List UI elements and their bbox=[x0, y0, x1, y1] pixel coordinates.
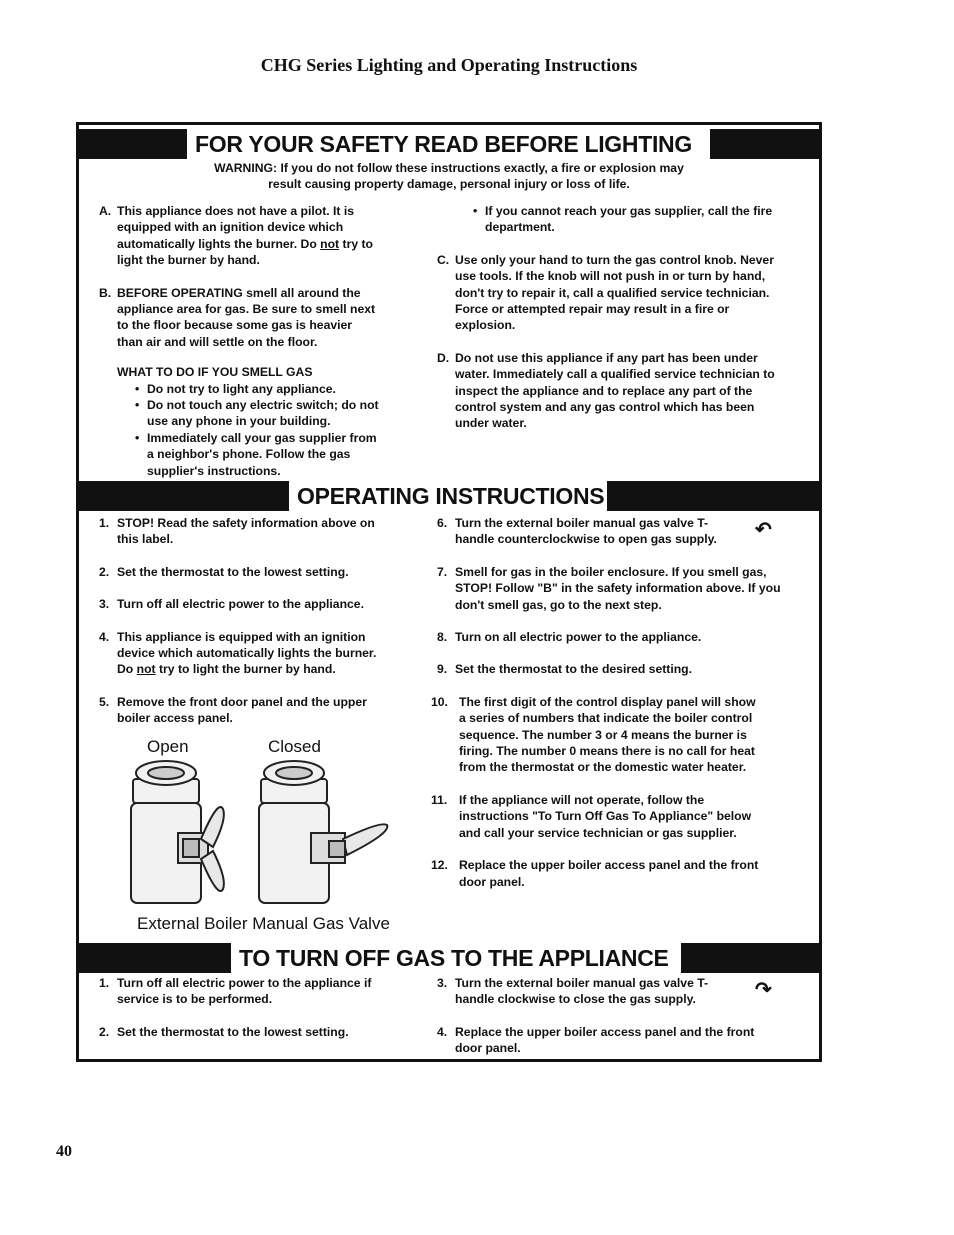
operating-right-column bbox=[431, 515, 787, 906]
turnoff-left-column bbox=[99, 975, 389, 1056]
list-item: • If you cannot reach your gas supplier, call the fire department. bbox=[473, 203, 782, 236]
safety-item-c: C. Use only your hand to turn the gas control knob. Never use tools. If the knob will not push in or turn by hand, don't try to repair it, call a qualified service technician. Force or attempted repair may result in a fire or explosion. bbox=[437, 252, 774, 333]
operating-step-4: 4. This appliance is equipped with an ignition device which automatically lights the burner. Do not try to light the burner by hand. bbox=[99, 629, 377, 677]
valve-closed-label: Closed bbox=[268, 737, 321, 756]
list-item: • Do not touch any electric switch; do not use any phone in your building. bbox=[135, 397, 379, 430]
page-number: 40 bbox=[56, 1143, 72, 1160]
safety-banner bbox=[79, 129, 819, 159]
safety-left-column bbox=[99, 203, 379, 479]
valve-caption: External Boiler Manual Gas Valve bbox=[137, 914, 390, 933]
closed-valve-icon bbox=[259, 761, 387, 903]
list-item: • Do not try to light any appliance. bbox=[135, 381, 379, 397]
operating-step-1: 1. STOP! Read the safety information above on this label. bbox=[99, 516, 375, 547]
turnoff-banner bbox=[79, 943, 819, 973]
operating-step-7: 7. Smell for gas in the boiler enclosure. If you smell gas, STOP! Follow "B" in the safety information above. If you don't smell gas, go to the next step. bbox=[437, 564, 781, 612]
smell-gas-list bbox=[99, 381, 379, 479]
safety-item-b: B. BEFORE OPERATING smell all around the appliance area for gas. Be sure to smell next to the floor because some gas is heavier than air and will settle on the floor. bbox=[99, 285, 376, 349]
safety-item-a: A. This appliance does not have a pilot. It is equipped with an ignition device which automatically lights the burner. Do not try to light the burner by hand. bbox=[99, 204, 373, 268]
safety-heading: FOR YOUR SAFETY READ BEFORE LIGHTING bbox=[187, 129, 710, 159]
lighting-label bbox=[76, 122, 822, 1062]
clockwise-arrow-icon: ↷ bbox=[755, 979, 772, 1001]
turnoff-heading: TO TURN OFF GAS TO THE APPLIANCE bbox=[231, 943, 681, 973]
operating-step-10: 10. The first digit of the control display panel will show a series of numbers that indicate the boiler control sequence. The number 3 or 4 means the burner is firing. The number 0 means there is no call for heat from the thermostat or the domestic water heater. bbox=[431, 694, 756, 775]
operating-step-9: 9. Set the thermostat to the desired setting. bbox=[437, 662, 693, 677]
turnoff-right-column bbox=[437, 975, 787, 1073]
turnoff-step-3: 3. Turn the external boiler manual gas valve T-handle clockwise to close the gas supply. bbox=[437, 976, 709, 1007]
smell-gas-heading: WHAT TO DO IF YOU SMELL GAS bbox=[117, 365, 313, 380]
safety-right-column bbox=[437, 203, 782, 448]
warning-text: WARNING: If you do not follow these instructions exactly, a fire or explosion may result causing property damage, personal injury or loss of life. bbox=[214, 161, 684, 191]
open-valve-icon bbox=[131, 761, 224, 903]
operating-step-3: 3. Turn off all electric power to the appliance. bbox=[99, 597, 364, 612]
turnoff-step-1: 1. Turn off all electric power to the appliance if service is to be performed. bbox=[99, 976, 372, 1007]
safety-item-d: D. Do not use this appliance if any part has been under water. Immediately call a qualified service technician to inspect the appliance and to replace any part of the control system and any gas control which has been under water. bbox=[437, 350, 775, 431]
list-item: • Immediately call your gas supplier from a neighbor's phone. Follow the gas supplier's instructions. bbox=[135, 430, 379, 479]
operating-step-6: 6. Turn the external boiler manual gas valve T-handle counterclockwise to open gas supply. bbox=[437, 516, 717, 547]
operating-step-11: 11. If the appliance will not operate, follow the instructions "To Turn Off Gas To Appliance" below and call your service technician or gas supplier. bbox=[431, 792, 752, 840]
valve-illustration bbox=[123, 759, 403, 917]
operating-step-8: 8. Turn on all electric power to the appliance. bbox=[437, 630, 702, 645]
operating-banner bbox=[79, 481, 819, 511]
operating-step-5: 5. Remove the front door panel and the upper boiler access panel. bbox=[99, 694, 367, 726]
turnoff-step-2: 2. Set the thermostat to the lowest setting. bbox=[99, 1024, 349, 1039]
operating-left-column bbox=[99, 515, 389, 743]
page-title: CHG Series Lighting and Operating Instructions bbox=[260, 55, 638, 75]
turnoff-step-4: 4. Replace the upper boiler access panel and the front door panel. bbox=[437, 1024, 755, 1056]
counterclockwise-arrow-icon: ↶ bbox=[755, 519, 772, 541]
operating-step-2: 2. Set the thermostat to the lowest setting. bbox=[99, 564, 349, 579]
operating-heading: OPERATING INSTRUCTIONS bbox=[289, 481, 607, 511]
operating-step-12: 12. Replace the upper boiler access panel and the front door panel. bbox=[431, 858, 759, 889]
smell-gas-list-continued bbox=[437, 203, 782, 236]
valve-open-label: Open bbox=[147, 737, 189, 756]
